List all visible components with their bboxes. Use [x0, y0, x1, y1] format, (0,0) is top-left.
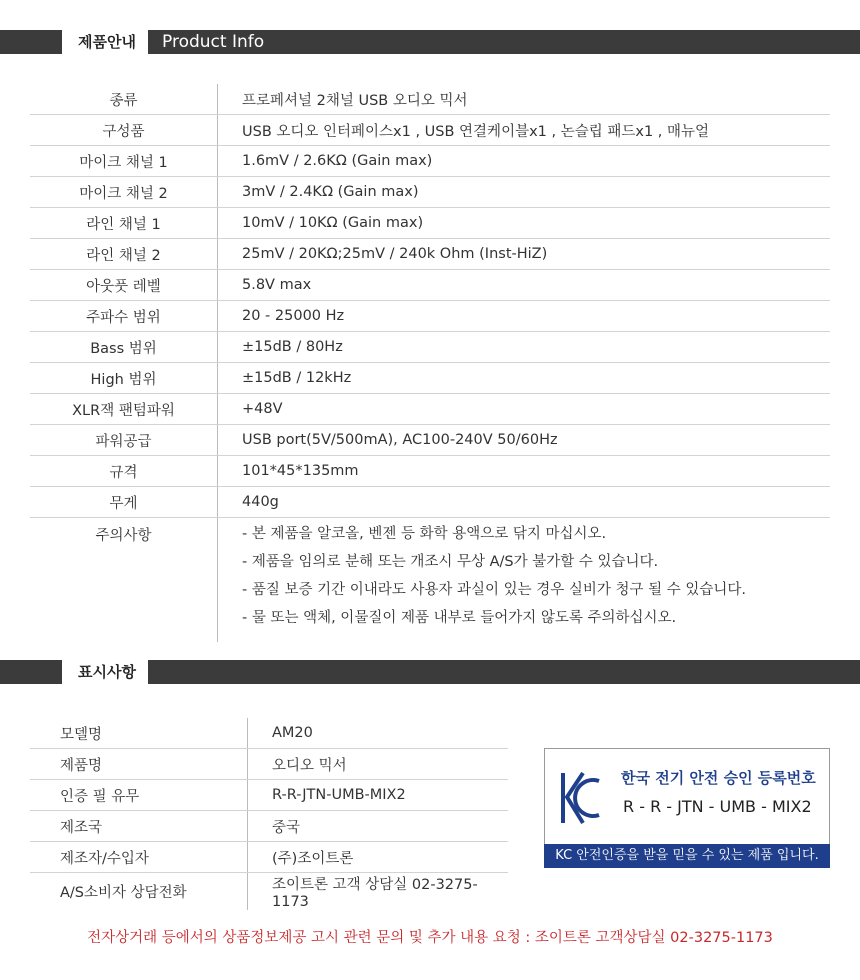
caution-list-cell [218, 518, 831, 643]
spec-label: 무게 [30, 487, 218, 518]
spec-row [30, 332, 830, 363]
spec-value: +48V [218, 394, 831, 425]
spec-value: ±15dB / 80Hz [218, 332, 831, 363]
product-info-header [0, 30, 860, 54]
caution-item: - 품질 보증 기간 이내라도 사용자 과실이 있는 경우 실비가 청구 될 수 있습니다. [242, 582, 746, 598]
spec-value: 10mV / 10KΩ (Gain max) [218, 208, 831, 239]
spec-label: 파워공급 [30, 425, 218, 456]
spec-value: 440g [218, 487, 831, 518]
spec-label: 주의사항 [30, 518, 218, 643]
caution-list [242, 524, 830, 636]
spec-label: 라인 채널 2 [30, 239, 218, 270]
display-value: 조이트론 고객 상담실 02-3275-1173 [272, 877, 478, 910]
spec-label: 마이크 채널 2 [30, 177, 218, 208]
display-value: (주)조이트론 [248, 842, 509, 873]
display-label: 모델명 [30, 718, 248, 749]
spec-row [30, 394, 830, 425]
section-title-ko: 제품안내 [78, 33, 136, 51]
section-title-ko: 표시사항 [78, 663, 136, 681]
spec-label: 구성품 [30, 115, 218, 146]
spec-row [30, 363, 830, 394]
spec-value: 5.8V max [218, 270, 831, 301]
display-label: 인증 필 유무 [30, 780, 248, 811]
spec-value: USB port(5V/500mA), AC100-240V 50/60Hz [218, 425, 831, 456]
display-label: 제품명 [30, 749, 248, 780]
spec-label: XLR잭 팬텀파워 [30, 394, 218, 425]
display-value: 중국 [248, 811, 509, 842]
kc-footer: KC 안전인증을 받을 믿을 수 있는 제품 입니다. [544, 844, 830, 868]
kc-registration-number: R - R - JTN - UMB - MIX2 [623, 797, 812, 816]
spec-value: 20 - 25000 Hz [218, 301, 831, 332]
spec-value: 25mV / 20KΩ;25mV / 240k Ohm (Inst-HiZ) [218, 239, 831, 270]
spec-value: ±15dB / 12kHz [218, 363, 831, 394]
display-label: A/S소비자 상담전화 [30, 873, 248, 911]
spec-row [30, 115, 830, 146]
spec-row [30, 177, 830, 208]
spec-row [30, 487, 830, 518]
spec-row [30, 425, 830, 456]
display-value: R-R-JTN-UMB-MIX2 [248, 780, 509, 811]
spec-row [30, 84, 830, 115]
display-row [30, 718, 508, 749]
display-info-header [0, 660, 860, 684]
display-row [30, 780, 508, 811]
spec-value: 프로페셔널 2채널 USB 오디오 믹서 [218, 84, 831, 115]
display-row [30, 749, 508, 780]
spec-row [30, 456, 830, 487]
display-label: 제조국 [30, 811, 248, 842]
spec-value: 3mV / 2.4KΩ (Gain max) [218, 177, 831, 208]
inquiry-note: 전자상거래 등에서의 상품정보제공 고시 관련 문의 및 추가 내용 요청 : 조이트론 고객상담실 02-3275-1173 [87, 930, 773, 946]
spec-label: Bass 범위 [30, 332, 218, 363]
product-spec-table [30, 84, 830, 642]
kc-heading: 한국 전기 안전 승인 등록번호 [621, 769, 816, 787]
spec-label: 아웃풋 레벨 [30, 270, 218, 301]
spec-value: 101*45*135mm [218, 456, 831, 487]
display-row [30, 811, 508, 842]
display-row [30, 873, 508, 911]
kc-mark-icon [559, 767, 603, 829]
spec-row [30, 301, 830, 332]
display-row [30, 842, 508, 873]
display-value: 오디오 믹서 [248, 749, 509, 780]
kc-certification-card [544, 748, 830, 868]
spec-row-caution [30, 518, 830, 643]
spec-label: 종류 [30, 84, 218, 115]
section-title-en: Product Info [162, 32, 265, 52]
spec-row [30, 146, 830, 177]
display-value: AM20 [248, 718, 509, 749]
spec-value: 1.6mV / 2.6KΩ (Gain max) [218, 146, 831, 177]
spec-label: 마이크 채널 1 [30, 146, 218, 177]
spec-value: USB 오디오 인터페이스x1 , USB 연결케이블x1 , 논슬립 패드x1 , 매뉴얼 [218, 115, 831, 146]
spec-row [30, 208, 830, 239]
spec-label: 주파수 범위 [30, 301, 218, 332]
spec-label: 규격 [30, 456, 218, 487]
spec-label: High 범위 [30, 363, 218, 394]
display-label: 제조자/수입자 [30, 842, 248, 873]
display-info-table [30, 718, 508, 910]
caution-item: - 본 제품을 알코올, 벤젠 등 화학 용액으로 닦지 마십시오. [242, 526, 607, 542]
spec-label: 라인 채널 1 [30, 208, 218, 239]
spec-row [30, 239, 830, 270]
caution-item: - 제품을 임의로 분해 또는 개조시 무상 A/S가 불가할 수 있습니다. [242, 554, 659, 570]
caution-item: - 물 또는 액체, 이물질이 제품 내부로 들어가지 않도록 주의하십시오. [242, 610, 677, 626]
spec-row [30, 270, 830, 301]
